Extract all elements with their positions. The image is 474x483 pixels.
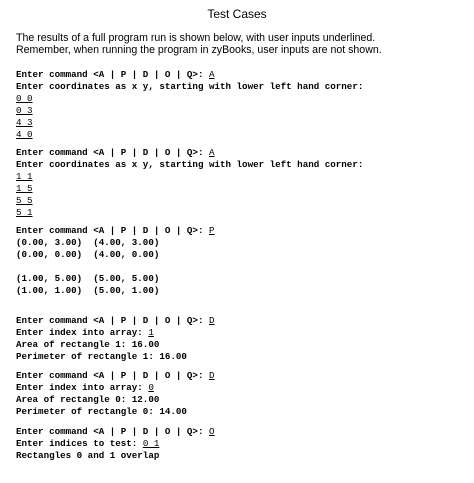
area-output: Area of rectangle 1: 16.00 xyxy=(16,339,160,350)
test-block-4 xyxy=(16,315,466,363)
coord-input: 0 3 xyxy=(16,105,33,116)
test-block-1 xyxy=(16,69,466,141)
coord-input: 1 1 xyxy=(16,171,33,182)
index-prompt: Enter index into array: xyxy=(16,327,149,338)
test-block-5 xyxy=(16,370,466,418)
perimeter-output: Perimeter of rectangle 0: 14.00 xyxy=(16,406,187,417)
index-prompt: Enter index into array: xyxy=(16,382,149,393)
output-line: (0.00, 3.00) (4.00, 3.00) xyxy=(16,237,160,248)
command-prompt: Enter command <A | P | D | O | Q>: xyxy=(16,225,209,236)
area-output: Area of rectangle 0: 12.00 xyxy=(16,394,160,405)
coord-input: 1 5 xyxy=(16,183,33,194)
test-block-2 xyxy=(16,147,466,219)
user-input: D xyxy=(208,370,215,381)
user-input: P xyxy=(208,225,215,236)
user-input: 0 xyxy=(148,382,154,393)
test-block-6 xyxy=(16,426,466,462)
command-prompt: Enter command <A | P | D | O | Q>: xyxy=(16,69,209,80)
user-input: 0 1 xyxy=(142,438,160,449)
indices-prompt: Enter indices to test: xyxy=(16,438,143,449)
user-input: A xyxy=(208,69,215,80)
overlap-output: Rectangles 0 and 1 overlap xyxy=(16,450,160,461)
user-input: A xyxy=(208,147,215,158)
intro-text xyxy=(16,32,462,56)
output-line: (1.00, 5.00) (5.00, 5.00) xyxy=(16,273,160,284)
coordinates-prompt: Enter coordinates as x y, starting with lower left hand corner: xyxy=(16,159,364,170)
command-prompt: Enter command <A | P | D | O | Q>: xyxy=(16,426,209,437)
coord-input: 4 3 xyxy=(16,117,33,128)
test-block-3 xyxy=(16,225,466,297)
coord-input: 5 1 xyxy=(16,207,33,218)
user-input: 1 xyxy=(148,327,154,338)
command-prompt: Enter command <A | P | D | O | Q>: xyxy=(16,370,209,381)
coordinates-prompt: Enter coordinates as x y, starting with lower left hand corner: xyxy=(16,81,364,92)
coord-input: 4 0 xyxy=(16,129,33,140)
command-prompt: Enter command <A | P | D | O | Q>: xyxy=(16,315,209,326)
page-title: Test Cases xyxy=(207,7,267,21)
intro-line-2: Remember, when running the program in zyBooks, user inputs are not shown. xyxy=(16,44,382,56)
perimeter-output: Perimeter of rectangle 1: 16.00 xyxy=(16,351,187,362)
user-input: O xyxy=(208,426,215,437)
coord-input: 0 0 xyxy=(16,93,33,104)
command-prompt: Enter command <A | P | D | O | Q>: xyxy=(16,147,209,158)
user-input: D xyxy=(208,315,215,326)
coord-input: 5 5 xyxy=(16,195,33,206)
intro-line-1: The results of a full program run is shown below, with user inputs underlined. xyxy=(16,32,376,44)
output-line: (0.00, 0.00) (4.00, 0.00) xyxy=(16,249,160,260)
output-line: (1.00, 1.00) (5.00, 1.00) xyxy=(16,285,160,296)
